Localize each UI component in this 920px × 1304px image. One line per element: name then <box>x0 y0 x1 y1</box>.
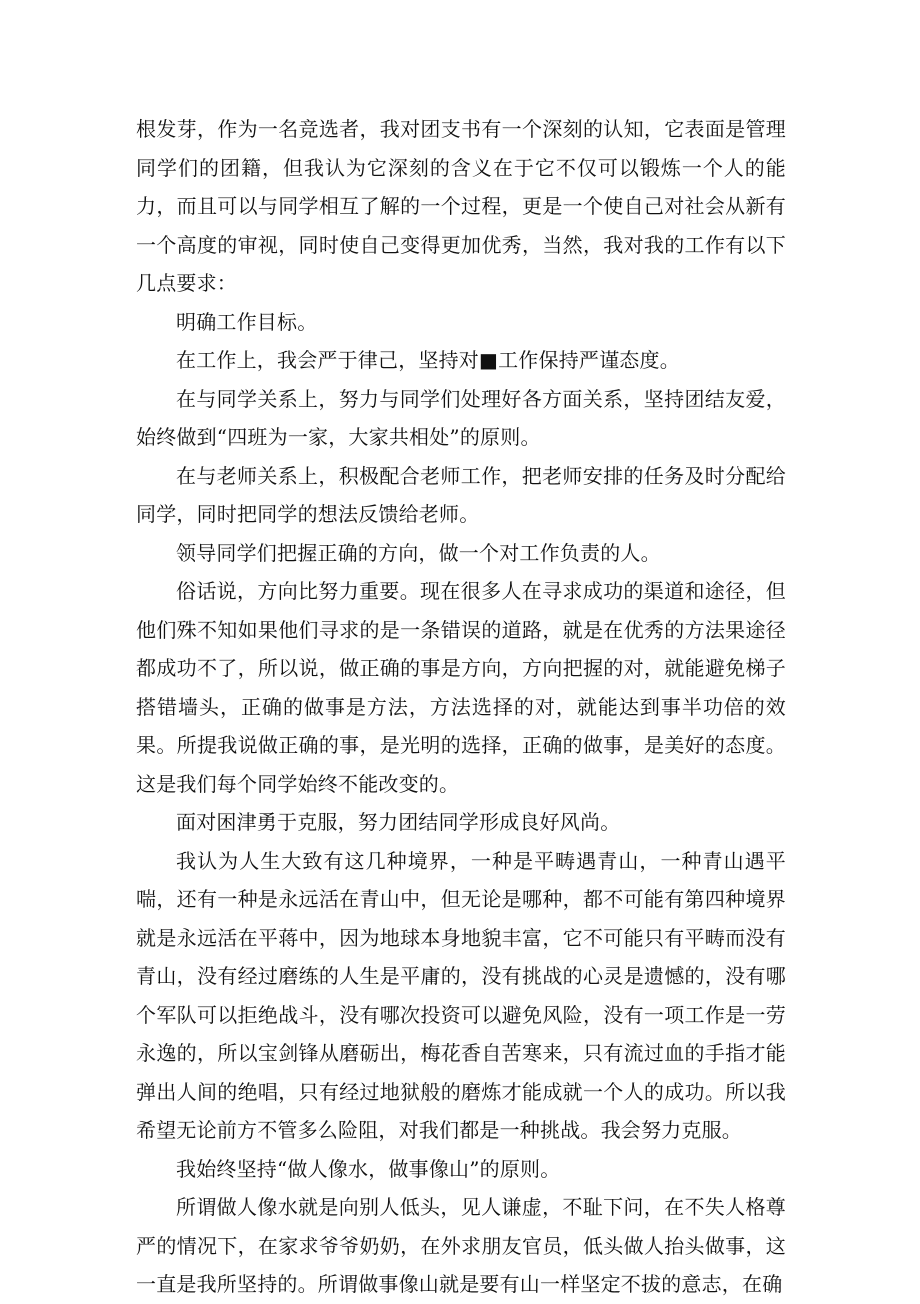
paragraph-direction: 领导同学们把握正确的方向，做一个对工作负责的人。 <box>176 540 661 565</box>
paragraph-work-attitude: 在工作上，我会严于律己，坚持对■工作保持严谨态度。 <box>176 348 680 372</box>
paragraph-life-realms: 我认为人生大致有这几种境界，一种是平畴遇青山，一种青山遇平喘，还有一种是永远活在青山中，但无论是哪种，都不可能有第四种境界就是永远活在平蒋中，因为地球本身地貌丰富，它不可能只有平畴而没有青山，没有经过磨练的人生是平庸的，没有挑战的心灵是遗憾的，没有哪个军队可以拒绝战斗，没有哪次投资可以避免风险，没有一项工作是一劳永逸的，所以宝剑锋从磨砺出，梅花香自苦寒来，只有流过血的手指才能弹出人间的绝唱，只有经过地狱般的磨炼才能成就一个人的成功。所以我希望无论前方不管多么险阻，对我们都是一种挑战。我会努力克服。 <box>136 848 786 1142</box>
paragraph-water-mountain: 所谓做人像水就是向别人低头，见人谦虚，不耻下问，在不失人格尊严的情况下，在家求爷爷奶奶，在外求朋友官员，低头做人抬头做事，这一直是我所坚持的。所谓做事像山就是要有山一样坚定不拔的意志，在确 <box>136 1195 786 1296</box>
paragraph-intro: 根发芽，作为一名竞选者，我对团支书有一个深刻的认知，它表面是管理同学们的团籍，但我认为它深刻的含义在于它不仅可以锻炼一个人的能力，而且可以与同学相互了解的一个过程，更是一个使自己对社会从新有一个高度的审视，同时使自己变得更加优秀，当然，我对我的工作有以下几点要求： <box>136 117 786 295</box>
paragraph-difficulties: 面对困津勇于克服，努力团结同学形成良好风尚。 <box>176 810 621 834</box>
paragraph-proverb: 俗话说，方向比努力重要。现在很多人在寻求成功的渠道和途径，但他们殊不知如果他们寻求的是一条错误的道路，就是在优秀的方法果途径都成功不了，所以说，做正确的事是方向，方向把握的对，就能避免梯子搭错墙头，正确的做事是方法，方法选择的对，就能达到事半功倍的效果。所提我说做正确的事，是光明的选择，正确的做事，是美好的态度。这是我们每个同学始终不能改变的。 <box>136 579 786 796</box>
document-body <box>136 110 786 1304</box>
paragraph-principle: 我始终坚持“做人像水，做事像山”的原则。 <box>176 1156 561 1181</box>
paragraph-goal: 明确工作目标。 <box>176 309 318 334</box>
paragraph-teachers: 在与老师关系上，积极配合老师工作，把老师安排的任务及时分配给同学，同时把同学的想法反馈给老师。 <box>136 463 786 526</box>
paragraph-classmates: 在与同学关系上，努力与同学们处理好各方面关系，坚持团结友爱，始终做到“四班为一家，大家共相处”的原则。 <box>136 386 786 449</box>
